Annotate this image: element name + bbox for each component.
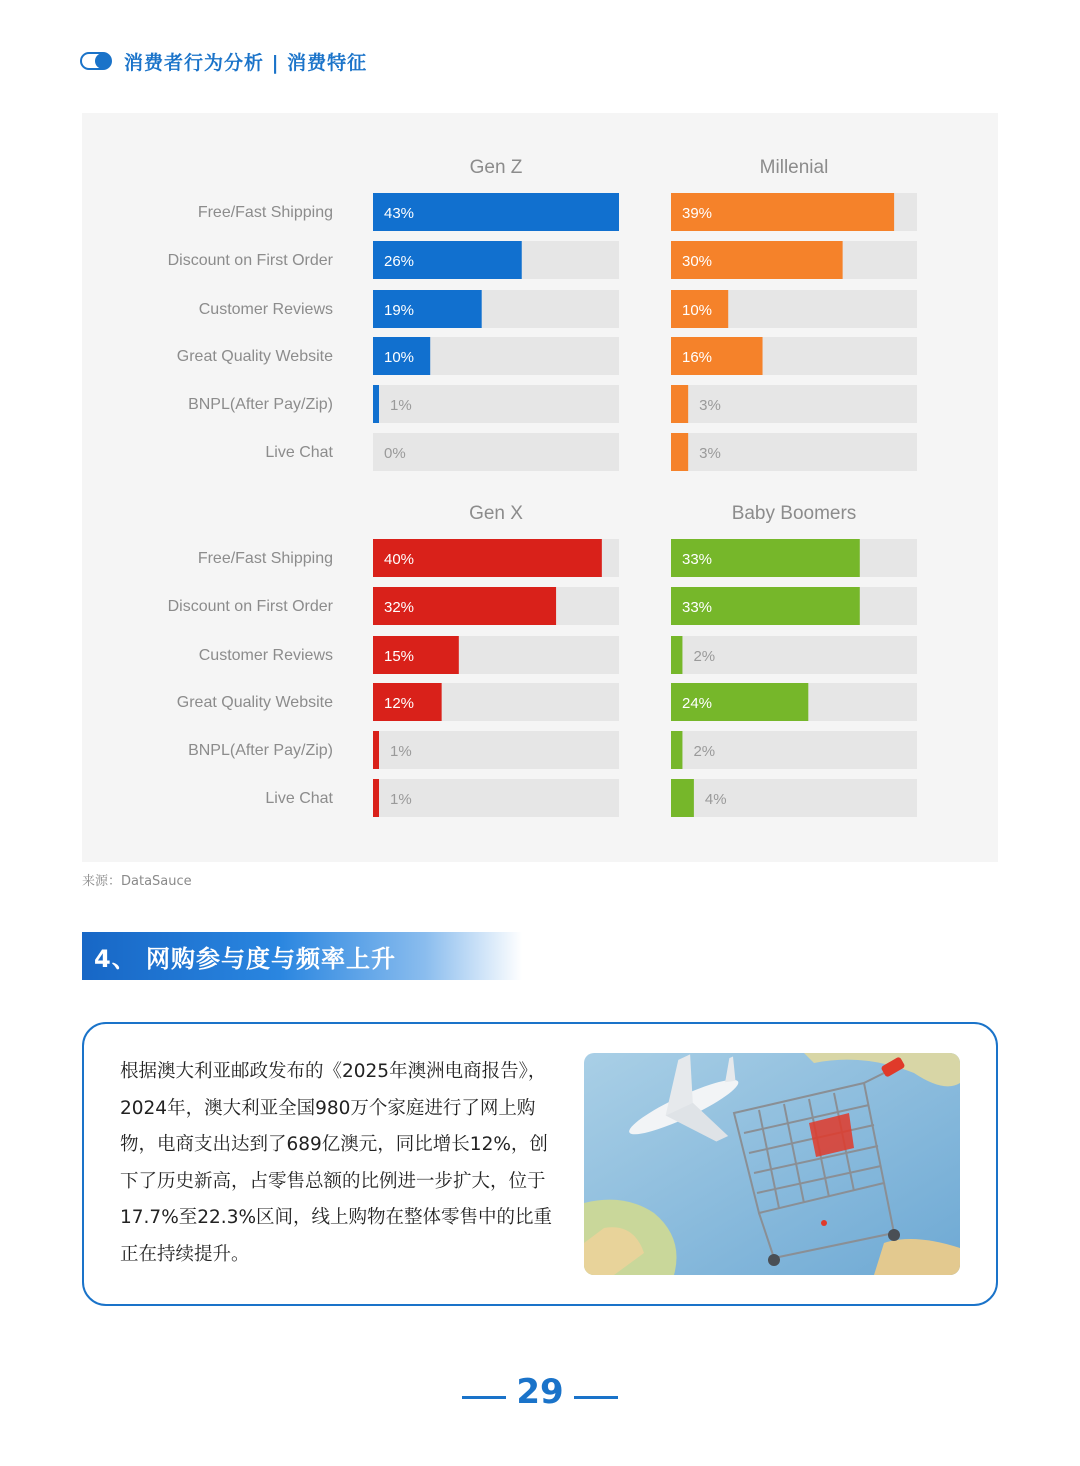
bar-value-label: 32% [384,599,415,616]
bar [671,731,682,769]
bar-value-label: 19% [384,302,415,319]
toggle-icon [80,52,112,70]
bar-value-label: 1% [390,791,412,808]
bar-value-label: 30% [682,253,713,270]
bar-value-label: 2% [693,743,716,760]
bar-value-label: 0% [384,445,406,462]
bar-value-label: 1% [390,743,412,760]
category-label: Live Chat [265,444,333,461]
page-number-wrap [0,1372,1080,1412]
chart-svg [82,113,998,862]
bar-value-label: 12% [384,695,415,712]
panel-title: Baby Boomers [731,503,857,524]
info-text: 根据澳大利亚邮政发布的《2025年澳洲电商报告》，2024年，澳大利亚全国980万个家庭进行了网上购物，电商支出达到了689亿澳元，同比增长12%，创下了历史新高，占零售总额的比例进一步扩大，位于17.7%至22.3%区间，线上购物在整体零售中的比重正在持续提升。 [120,1061,553,1265]
bar [373,731,379,769]
category-label: BNPL(After Pay/Zip) [188,742,333,759]
bar-value-label: 33% [682,551,713,568]
bar-value-label: 3% [699,397,721,414]
bar-value-label: 4% [704,791,727,808]
header-title: 消费者行为分析 | 消费特征 [124,51,368,74]
category-label: Great Quality Website [176,348,333,365]
bar-value-label: 43% [384,205,415,222]
category-label: BNPL(After Pay/Zip) [188,396,333,413]
category-label: Discount on First Order [167,598,333,615]
bar-value-label: 33% [682,599,713,616]
bar-value-label: 10% [682,302,713,319]
bar [671,636,682,674]
panel-title: Gen Z [469,157,523,178]
bar [671,433,688,471]
category-label: Free/Fast Shipping [197,550,333,567]
bar-value-label: 3% [699,445,721,462]
category-label: Customer Reviews [198,301,333,318]
shopping-cart-map-image [584,1053,960,1275]
section-title: 4、 网购参与度与频率上升 [94,944,397,973]
category-label: Customer Reviews [198,647,333,664]
info-box [82,1022,998,1306]
bar [373,779,379,817]
bar [671,779,694,817]
bar [671,385,688,423]
category-label: Discount on First Order [167,252,333,269]
bar-value-label: 1% [390,397,412,414]
page-number: 29 [516,1372,564,1412]
bar-value-label: 2% [693,648,716,665]
chart-panel [82,113,998,862]
bar-value-label: 10% [384,349,415,366]
bar [373,385,379,423]
bar-value-label: 39% [682,205,713,222]
category-label: Live Chat [265,790,333,807]
panel-title: Gen X [469,503,523,524]
bar-track [373,433,619,471]
bar-value-label: 40% [384,551,415,568]
bar-value-label: 16% [682,349,713,366]
bar-value-label: 15% [384,648,415,665]
panel-title: Millenial [759,157,829,178]
category-label: Great Quality Website [176,694,333,711]
bar-value-label: 24% [682,695,713,712]
page-header [80,46,367,76]
category-label: Free/Fast Shipping [197,204,333,221]
section-title-bar [82,932,522,980]
bar-value-label: 26% [384,253,415,270]
chart-source: 来源：DataSauce [82,874,192,889]
